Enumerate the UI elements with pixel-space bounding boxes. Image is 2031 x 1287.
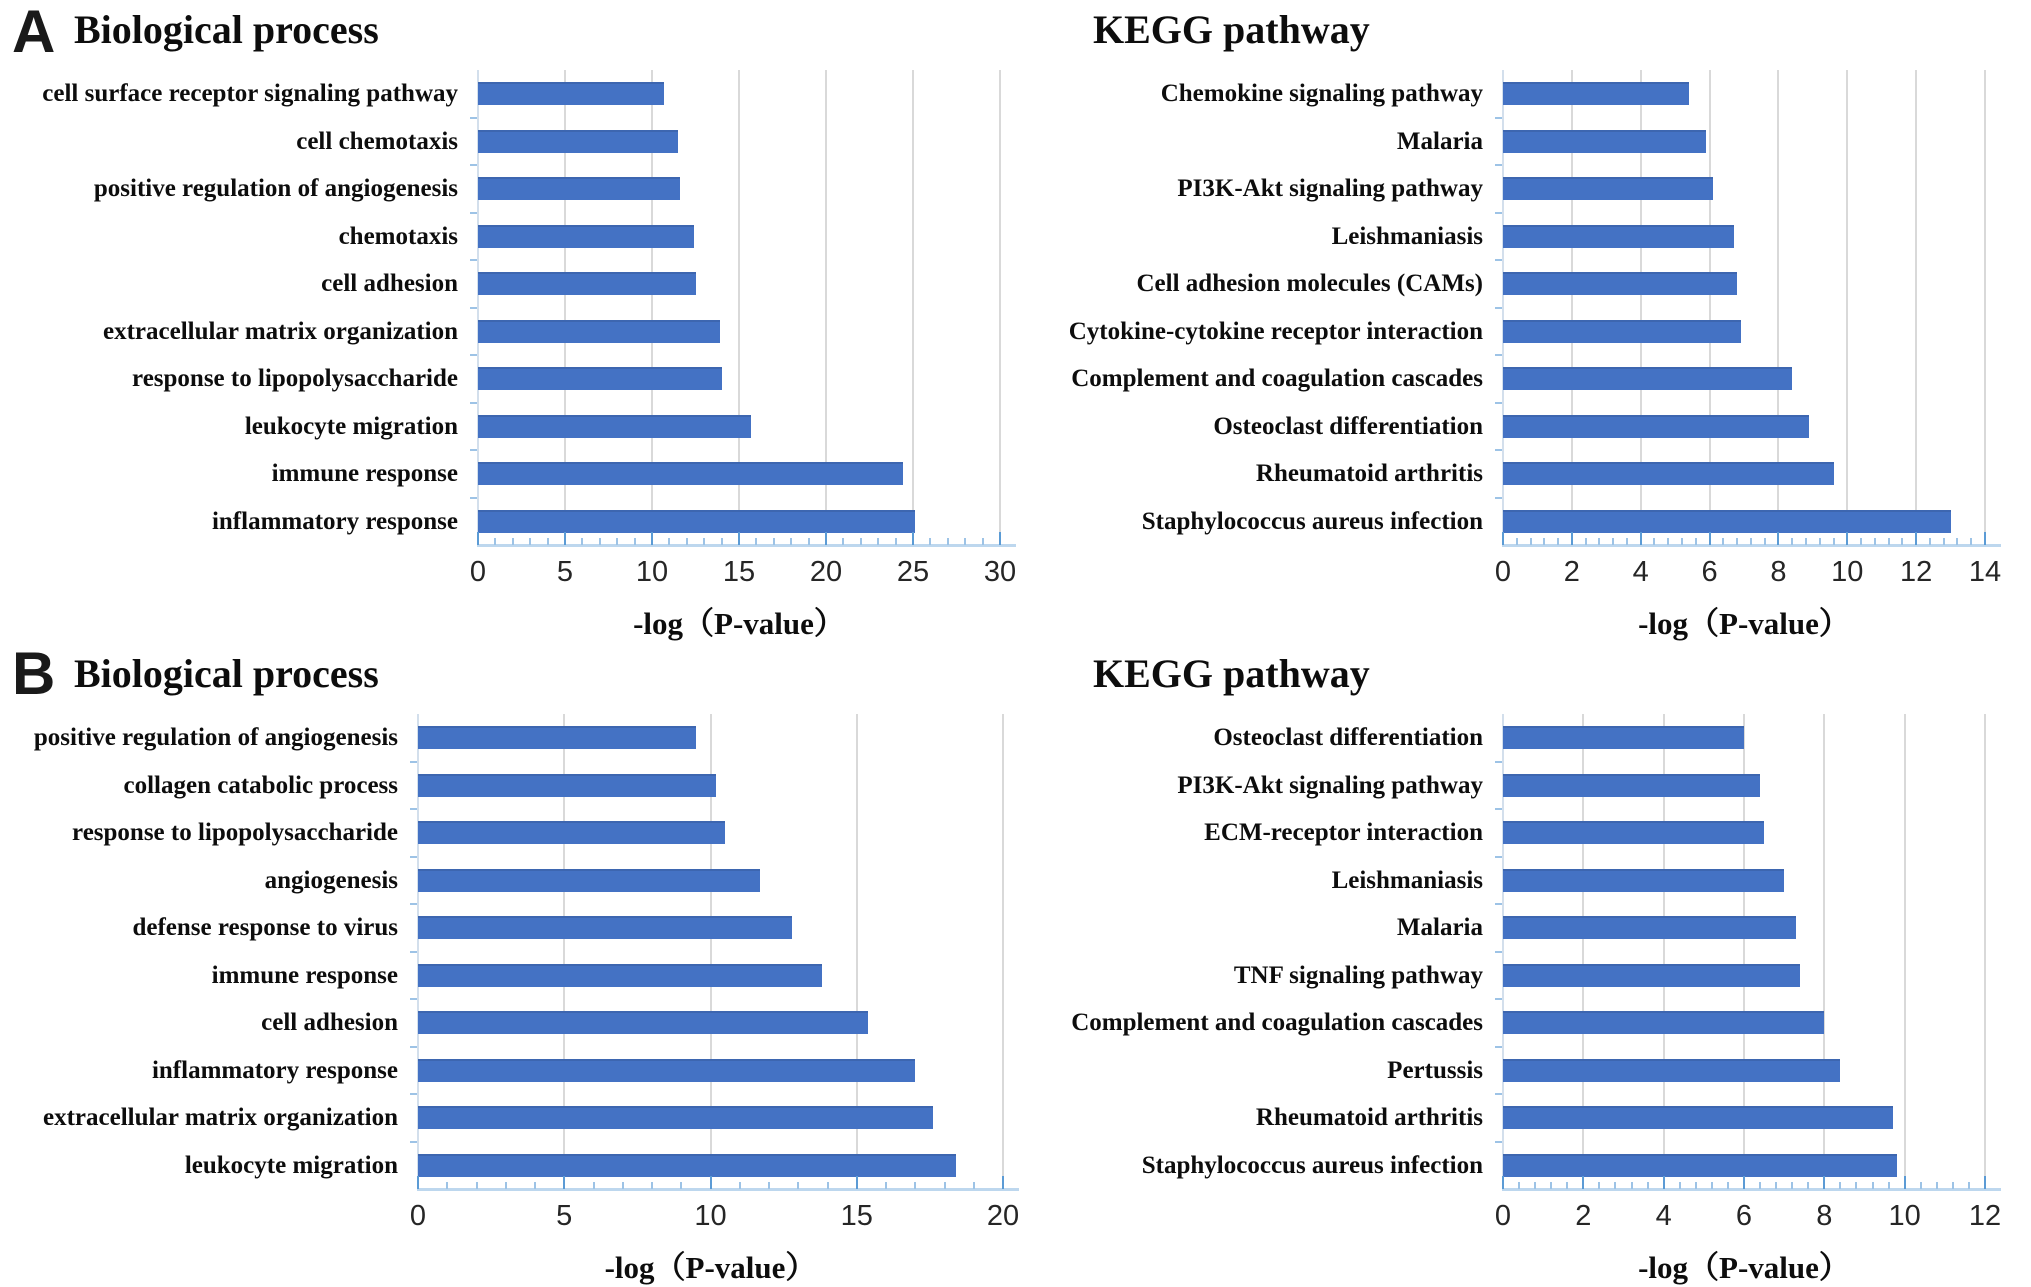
bar	[1503, 1059, 1840, 1082]
category-label: Chemokine signaling pathway	[1160, 80, 1483, 107]
bar	[478, 510, 915, 533]
y-axis-tick	[470, 307, 477, 309]
x-major-tick	[1640, 532, 1642, 545]
category-label: TNF signaling pathway	[1233, 961, 1483, 989]
bar	[478, 320, 720, 343]
x-minor-tick	[947, 538, 949, 545]
bar	[1503, 869, 1784, 892]
bar	[418, 821, 725, 844]
category-label: response to lipopolysaccharide	[132, 365, 458, 392]
category-label: immune response	[271, 460, 458, 487]
x-major-tick	[564, 532, 566, 545]
x-tick-label: 15	[722, 556, 756, 588]
bar	[418, 964, 822, 987]
x-minor-tick	[755, 538, 757, 545]
bar	[1503, 320, 1741, 343]
x-minor-tick	[1727, 1182, 1729, 1189]
category-label: Staphylococcus aureus infection	[1141, 507, 1483, 535]
category-label: positive regulation of angiogenesis	[33, 724, 398, 751]
x-tick-label: 0	[409, 1200, 427, 1232]
x-axis-line	[1502, 1188, 2001, 1191]
y-axis-tick	[470, 402, 477, 404]
category-label: ECM-receptor interaction	[1204, 819, 1483, 846]
x-minor-tick	[964, 538, 966, 545]
y-axis-tick	[470, 449, 477, 451]
x-minor-tick	[1956, 538, 1958, 545]
x-minor-tick	[1860, 538, 1862, 545]
x-tick-label: 10	[635, 556, 669, 588]
category-label: Leishmaniasis	[1331, 222, 1483, 250]
bar	[478, 82, 664, 105]
y-axis-tick	[1495, 808, 1502, 810]
x-axis-line	[417, 1188, 1019, 1191]
chart-title: KEGG pathway	[1093, 7, 1370, 52]
bar	[418, 774, 716, 797]
y-axis-tick	[1495, 212, 1502, 214]
x-minor-tick	[622, 1182, 624, 1189]
bar	[478, 272, 696, 295]
category-label: cell surface receptor signaling pathway	[42, 80, 458, 107]
category-label: cell adhesion	[321, 270, 458, 297]
x-major-tick	[1571, 532, 1573, 545]
x-axis-title: -log（P-value）	[633, 606, 845, 641]
x-minor-tick	[1764, 538, 1766, 545]
category-label: Leishmaniasis	[1331, 866, 1483, 894]
x-minor-tick	[1681, 538, 1683, 545]
x-major-tick	[1777, 532, 1779, 545]
x-minor-tick	[1722, 538, 1724, 545]
chart-title: Biological process	[74, 7, 379, 52]
x-minor-tick	[1901, 538, 1903, 545]
chart-a-biological-process	[0, 0, 1015, 640]
y-axis-tick	[1495, 1046, 1502, 1048]
x-tick-label: 25	[896, 556, 930, 588]
bar	[1503, 82, 1689, 105]
bar	[1503, 225, 1734, 248]
y-axis-tick	[410, 856, 417, 858]
y-axis-tick	[470, 354, 477, 356]
category-label: cell adhesion	[261, 1009, 398, 1036]
y-axis-tick	[1495, 497, 1502, 499]
x-minor-tick	[1943, 538, 1945, 545]
bar	[478, 367, 722, 390]
x-minor-tick	[1711, 1182, 1713, 1189]
category-label: Rheumatoid arthritis	[1255, 1104, 1483, 1131]
category-label: Cytokine-cytokine receptor interaction	[1068, 317, 1483, 345]
category-label: chemotaxis	[338, 222, 458, 250]
x-tick-label: 2	[1575, 1200, 1592, 1232]
category-axis	[1015, 70, 1495, 545]
category-label: Complement and coagulation cascades	[1071, 365, 1483, 392]
y-axis-tick	[410, 1141, 417, 1143]
plot-area	[418, 714, 1003, 1189]
category-label: PI3K-Akt signaling pathway	[1177, 771, 1483, 799]
y-axis-tick	[410, 1093, 417, 1095]
x-major-tick	[563, 1176, 565, 1189]
x-axis-title: -log（P-value）	[604, 1250, 817, 1285]
x-major-tick	[912, 532, 914, 545]
x-tick-label: 4	[1655, 1200, 1672, 1232]
x-minor-tick	[1970, 538, 1972, 545]
x-axis-ticks	[1494, 556, 2002, 596]
x-tick-label: 0	[1494, 556, 1512, 588]
y-axis-tick	[410, 1046, 417, 1048]
gridline	[1984, 714, 1986, 1189]
x-major-tick	[738, 532, 740, 545]
gridline	[999, 70, 1001, 545]
category-label: inflammatory response	[211, 507, 458, 535]
x-major-tick	[1709, 532, 1711, 545]
x-minor-tick	[547, 538, 549, 545]
x-minor-tick	[581, 538, 583, 545]
x-minor-tick	[1653, 538, 1655, 545]
category-label: leukocyte migration	[244, 412, 458, 440]
x-minor-tick	[446, 1182, 448, 1189]
x-minor-tick	[1647, 1182, 1649, 1189]
bar	[1503, 774, 1760, 797]
x-minor-tick	[1598, 1182, 1600, 1189]
category-label: response to lipopolysaccharide	[72, 819, 398, 846]
x-minor-tick	[529, 538, 531, 545]
x-minor-tick	[680, 1182, 682, 1189]
y-axis-tick	[470, 259, 477, 261]
category-label: Pertussis	[1387, 1056, 1483, 1084]
x-minor-tick	[512, 538, 514, 545]
category-label: defense response to virus	[132, 914, 398, 941]
category-label: Staphylococcus aureus infection	[1141, 1151, 1483, 1179]
bar	[1503, 1154, 1897, 1177]
y-axis-tick	[1495, 998, 1502, 1000]
x-minor-tick	[1839, 1182, 1841, 1189]
y-axis-tick	[470, 212, 477, 214]
bar	[1503, 1106, 1893, 1129]
x-major-tick	[1984, 532, 1986, 545]
category-label: immune response	[211, 961, 398, 989]
bar	[478, 225, 694, 248]
x-tick-label: 2	[1563, 556, 1580, 588]
category-label: Malaria	[1396, 127, 1483, 155]
x-minor-tick	[914, 1182, 916, 1189]
x-minor-tick	[1516, 538, 1518, 545]
x-minor-tick	[1679, 1182, 1681, 1189]
y-axis-tick	[410, 903, 417, 905]
x-minor-tick	[860, 538, 862, 545]
category-label: Osteoclast differentiation	[1213, 412, 1483, 440]
bar	[1503, 510, 1951, 533]
x-axis-ticks	[409, 1200, 1020, 1240]
x-minor-tick	[982, 538, 984, 545]
x-major-tick	[1984, 1176, 1986, 1189]
x-major-tick	[1502, 532, 1504, 545]
x-minor-tick	[1667, 538, 1669, 545]
x-minor-tick	[1626, 538, 1628, 545]
category-label: collagen catabolic process	[123, 771, 398, 799]
x-minor-tick	[1612, 538, 1614, 545]
y-axis-tick	[1495, 402, 1502, 404]
x-minor-tick	[1695, 1182, 1697, 1189]
x-tick-label: 10	[1831, 556, 1864, 588]
y-axis-tick	[1495, 449, 1502, 451]
x-major-tick	[417, 1176, 419, 1189]
bar	[1503, 916, 1796, 939]
bar	[1503, 367, 1792, 390]
gridline	[1904, 714, 1906, 1189]
x-tick-label: 5	[556, 1200, 573, 1232]
gridline	[1984, 70, 1986, 545]
x-minor-tick	[1888, 1182, 1890, 1189]
y-axis-tick	[470, 497, 477, 499]
x-minor-tick	[1614, 1182, 1616, 1189]
x-minor-tick	[1530, 538, 1532, 545]
x-minor-tick	[1585, 538, 1587, 545]
x-minor-tick	[1759, 1182, 1761, 1189]
x-minor-tick	[768, 1182, 770, 1189]
x-minor-tick	[1550, 1182, 1552, 1189]
y-axis-tick	[1495, 164, 1502, 166]
x-minor-tick	[773, 538, 775, 545]
y-axis-tick	[1495, 117, 1502, 119]
y-axis-tick	[1495, 307, 1502, 309]
x-minor-tick	[686, 538, 688, 545]
category-axis	[1015, 714, 1495, 1189]
bar	[1503, 1011, 1824, 1034]
x-tick-label: 6	[1701, 556, 1718, 588]
plot-area	[1503, 714, 1985, 1189]
x-major-tick	[825, 532, 827, 545]
category-label: leukocyte migration	[184, 1151, 398, 1179]
bar	[478, 415, 751, 438]
x-minor-tick	[1534, 1182, 1536, 1189]
y-axis-tick	[1495, 1093, 1502, 1095]
bar	[1503, 272, 1737, 295]
x-minor-tick	[616, 538, 618, 545]
x-tick-label: 20	[809, 556, 843, 588]
x-minor-tick	[534, 1182, 536, 1189]
x-minor-tick	[797, 1182, 799, 1189]
y-axis-tick	[470, 117, 477, 119]
gridline	[912, 70, 914, 545]
bar	[418, 1106, 933, 1129]
bar	[418, 916, 792, 939]
y-axis-tick	[470, 164, 477, 166]
x-tick-label: 0	[1494, 1200, 1512, 1232]
panel-letter-a: A	[12, 0, 56, 65]
x-tick-label: 6	[1735, 1200, 1753, 1232]
x-minor-tick	[1750, 538, 1752, 545]
x-tick-label: 0	[469, 556, 487, 588]
x-tick-label: 5	[556, 556, 574, 588]
x-minor-tick	[973, 1182, 975, 1189]
x-major-tick	[1502, 1176, 1504, 1189]
x-minor-tick	[1833, 538, 1835, 545]
x-minor-tick	[703, 538, 705, 545]
category-label: Malaria	[1396, 914, 1483, 941]
x-minor-tick	[842, 538, 844, 545]
bar	[418, 726, 696, 749]
bar	[418, 869, 760, 892]
x-minor-tick	[1888, 538, 1890, 545]
x-minor-tick	[599, 538, 601, 545]
x-minor-tick	[1631, 1182, 1633, 1189]
x-minor-tick	[1855, 1182, 1857, 1189]
x-minor-tick	[651, 1182, 653, 1189]
x-tick-label: 12	[1968, 1200, 2002, 1232]
x-axis-title: -log（P-value）	[1638, 606, 1850, 641]
plot-area	[478, 70, 1000, 545]
chart-b-kegg-pathway	[1015, 642, 2030, 1285]
x-major-tick	[999, 532, 1001, 545]
x-minor-tick	[593, 1182, 595, 1189]
bar	[418, 1059, 915, 1082]
bar	[1503, 415, 1809, 438]
x-tick-label: 14	[1968, 556, 2002, 588]
category-axis	[0, 714, 410, 1189]
x-minor-tick	[790, 538, 792, 545]
x-major-tick	[1743, 1176, 1745, 1189]
x-minor-tick	[1791, 1182, 1793, 1189]
x-axis-ticks	[1494, 1200, 2002, 1240]
y-axis-tick	[410, 998, 417, 1000]
x-tick-label: 4	[1632, 556, 1649, 588]
x-minor-tick	[1518, 1182, 1520, 1189]
y-axis-tick	[1495, 761, 1502, 763]
y-axis-tick	[410, 761, 417, 763]
category-label: cell chemotaxis	[296, 127, 458, 155]
category-axis	[0, 70, 470, 545]
x-minor-tick	[1968, 1182, 1970, 1189]
chart-a-kegg-pathway	[1015, 0, 2030, 640]
x-minor-tick	[1936, 1182, 1938, 1189]
x-minor-tick	[827, 1182, 829, 1189]
x-minor-tick	[1807, 1182, 1809, 1189]
bar	[1503, 964, 1800, 987]
x-tick-label: 12	[1900, 556, 1933, 588]
x-tick-label: 30	[983, 556, 1017, 588]
x-axis-title: -log（P-value）	[1638, 1250, 1850, 1285]
y-axis-tick	[1495, 856, 1502, 858]
x-axis-ticks	[469, 556, 1017, 596]
category-label: positive regulation of angiogenesis	[93, 175, 458, 202]
x-major-tick	[856, 1176, 858, 1189]
x-minor-tick	[721, 538, 723, 545]
x-minor-tick	[739, 1182, 741, 1189]
x-minor-tick	[1598, 538, 1600, 545]
y-axis-tick	[1495, 354, 1502, 356]
x-minor-tick	[1872, 1182, 1874, 1189]
x-tick-label: 8	[1816, 1200, 1833, 1232]
x-major-tick	[1663, 1176, 1665, 1189]
x-major-tick	[710, 1176, 712, 1189]
y-axis-tick	[1495, 951, 1502, 953]
x-major-tick	[1002, 1176, 1004, 1189]
x-major-tick	[651, 532, 653, 545]
x-minor-tick	[668, 538, 670, 545]
x-major-tick	[1915, 532, 1917, 545]
y-axis-tick	[1495, 903, 1502, 905]
gridline	[1915, 70, 1917, 545]
category-label: Rheumatoid arthritis	[1255, 460, 1483, 487]
x-major-tick	[477, 532, 479, 545]
x-minor-tick	[808, 538, 810, 545]
bar	[1503, 130, 1706, 153]
x-minor-tick	[1819, 538, 1821, 545]
category-label: extracellular matrix organization	[102, 317, 458, 345]
bar	[1503, 821, 1764, 844]
bar	[1503, 177, 1713, 200]
x-minor-tick	[895, 538, 897, 545]
category-label: extracellular matrix organization	[42, 1104, 398, 1131]
gridline	[1846, 70, 1848, 545]
x-minor-tick	[929, 538, 931, 545]
x-minor-tick	[1566, 1182, 1568, 1189]
panel-letter-b: B	[12, 640, 56, 707]
bar	[478, 462, 903, 485]
chart-b-biological-process	[0, 642, 1020, 1285]
bar	[1503, 462, 1834, 485]
x-minor-tick	[1543, 538, 1545, 545]
x-minor-tick	[1952, 1182, 1954, 1189]
x-major-tick	[1904, 1176, 1906, 1189]
x-tick-label: 8	[1770, 556, 1787, 588]
x-minor-tick	[1791, 538, 1793, 545]
gridline	[1002, 714, 1004, 1189]
category-label: PI3K-Akt signaling pathway	[1177, 175, 1483, 202]
bar	[418, 1011, 868, 1034]
bar	[478, 177, 680, 200]
bar	[418, 1154, 956, 1177]
x-minor-tick	[1695, 538, 1697, 545]
bar	[1503, 726, 1744, 749]
x-minor-tick	[1775, 1182, 1777, 1189]
x-minor-tick	[885, 1182, 887, 1189]
x-minor-tick	[944, 1182, 946, 1189]
category-label: Cell adhesion molecules (CAMs)	[1136, 270, 1483, 297]
x-minor-tick	[634, 538, 636, 545]
x-minor-tick	[1929, 538, 1931, 545]
x-minor-tick	[877, 538, 879, 545]
x-tick-label: 20	[986, 1200, 1020, 1232]
x-minor-tick	[1874, 538, 1876, 545]
x-minor-tick	[1920, 1182, 1922, 1189]
y-axis-tick	[1495, 259, 1502, 261]
x-major-tick	[1582, 1176, 1584, 1189]
x-axis-line	[477, 544, 1016, 547]
chart-title: KEGG pathway	[1093, 651, 1370, 696]
x-minor-tick	[1805, 538, 1807, 545]
y-axis-tick	[1495, 1141, 1502, 1143]
x-tick-label: 15	[840, 1200, 873, 1232]
y-axis-tick	[410, 808, 417, 810]
category-label: Osteoclast differentiation	[1213, 724, 1483, 751]
plot-area	[1503, 70, 1985, 545]
x-minor-tick	[505, 1182, 507, 1189]
x-major-tick	[1846, 532, 1848, 545]
x-tick-label: 10	[694, 1200, 727, 1232]
x-minor-tick	[1736, 538, 1738, 545]
x-minor-tick	[494, 538, 496, 545]
category-label: Complement and coagulation cascades	[1071, 1009, 1483, 1036]
category-label: angiogenesis	[264, 866, 398, 894]
x-minor-tick	[1557, 538, 1559, 545]
x-minor-tick	[476, 1182, 478, 1189]
bar	[478, 130, 678, 153]
chart-title: Biological process	[74, 651, 379, 696]
x-major-tick	[1823, 1176, 1825, 1189]
category-label: inflammatory response	[151, 1056, 398, 1084]
x-tick-label: 10	[1888, 1200, 1921, 1232]
y-axis-tick	[410, 951, 417, 953]
